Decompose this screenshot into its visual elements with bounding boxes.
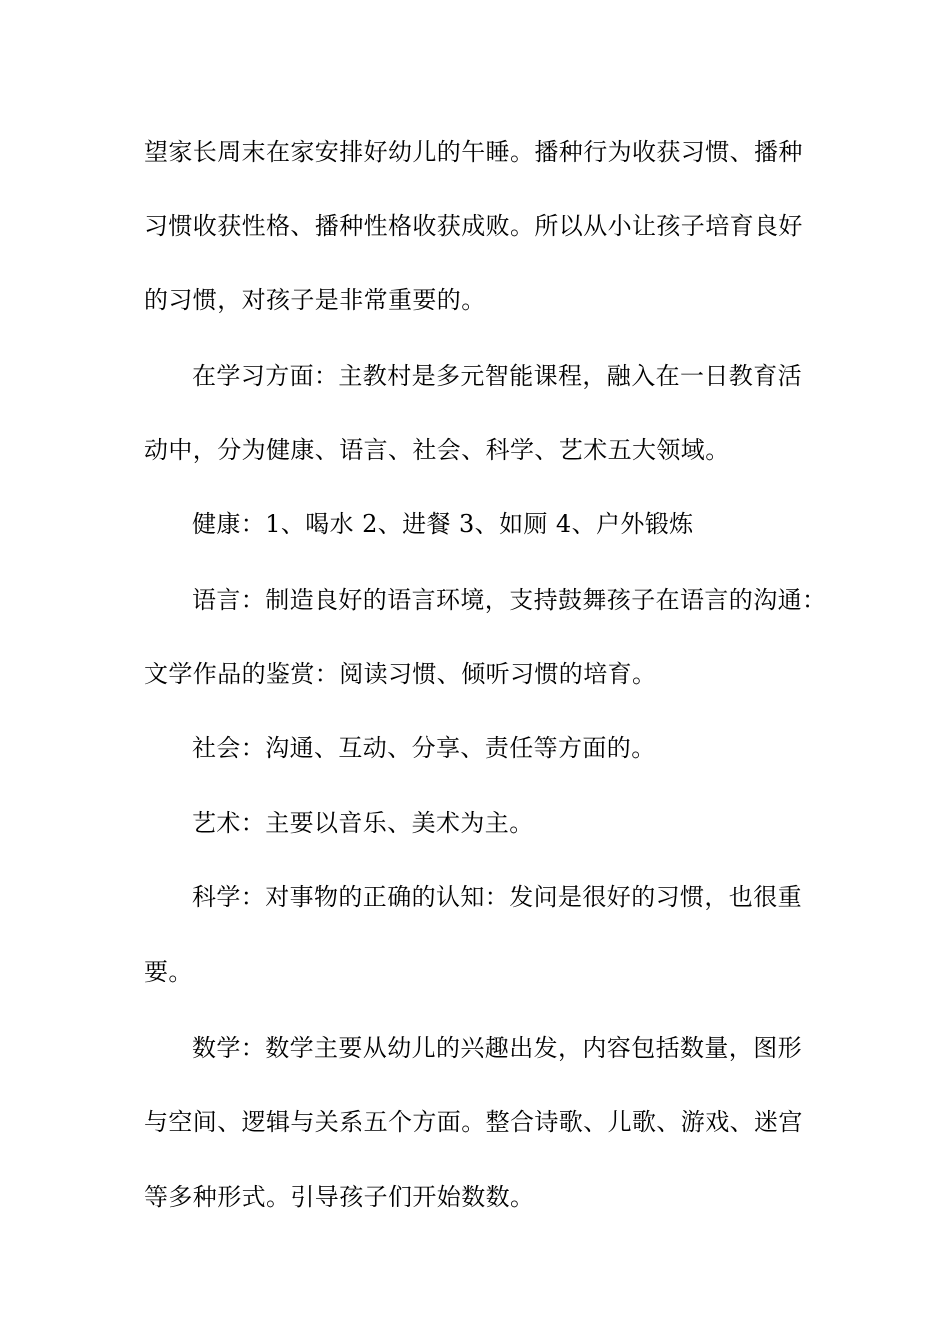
science-line: 科学：对事物的正确的认知：发问是很好的习惯，也很重: [192, 883, 802, 911]
text-line: 习惯收获性格、播种性格收获成败。所以从小让孩子培育良好: [144, 212, 803, 240]
text-line: 等多种形式。引导孩子们开始数数。: [144, 1183, 535, 1211]
art-line: 艺术：主要以音乐、美术为主。: [192, 809, 534, 837]
text-line: 文学作品的鉴赏：阅读习惯、倾听习惯的培育。: [144, 660, 657, 688]
society-line: 社会：沟通、互动、分享、责任等方面的。: [192, 734, 656, 762]
text-line: 动中，分为健康、语言、社会、科学、艺术五大领域。: [144, 436, 730, 464]
math-line: 数学：数学主要从幼儿的兴趣出发，内容包括数量，图形: [192, 1034, 802, 1062]
text-line: 望家长周末在家安排好幼儿的午睡。播种行为收获习惯、播种: [144, 138, 803, 166]
health-line: 健康：1、喝水 2、进餐 3、如厕 4、户外锻炼: [192, 510, 694, 538]
paragraph-line: 在学习方面：主教村是多元智能课程，融入在一日教育活: [192, 362, 802, 390]
text-line: 要。: [144, 958, 193, 986]
text-line: 与空间、逻辑与关系五个方面。整合诗歌、儿歌、游戏、迷宫: [144, 1108, 803, 1136]
language-line: 语言：制造良好的语言环境，支持鼓舞孩子在语言的沟通：: [192, 586, 827, 614]
text-line: 的习惯，对孩子是非常重要的。: [144, 286, 486, 314]
